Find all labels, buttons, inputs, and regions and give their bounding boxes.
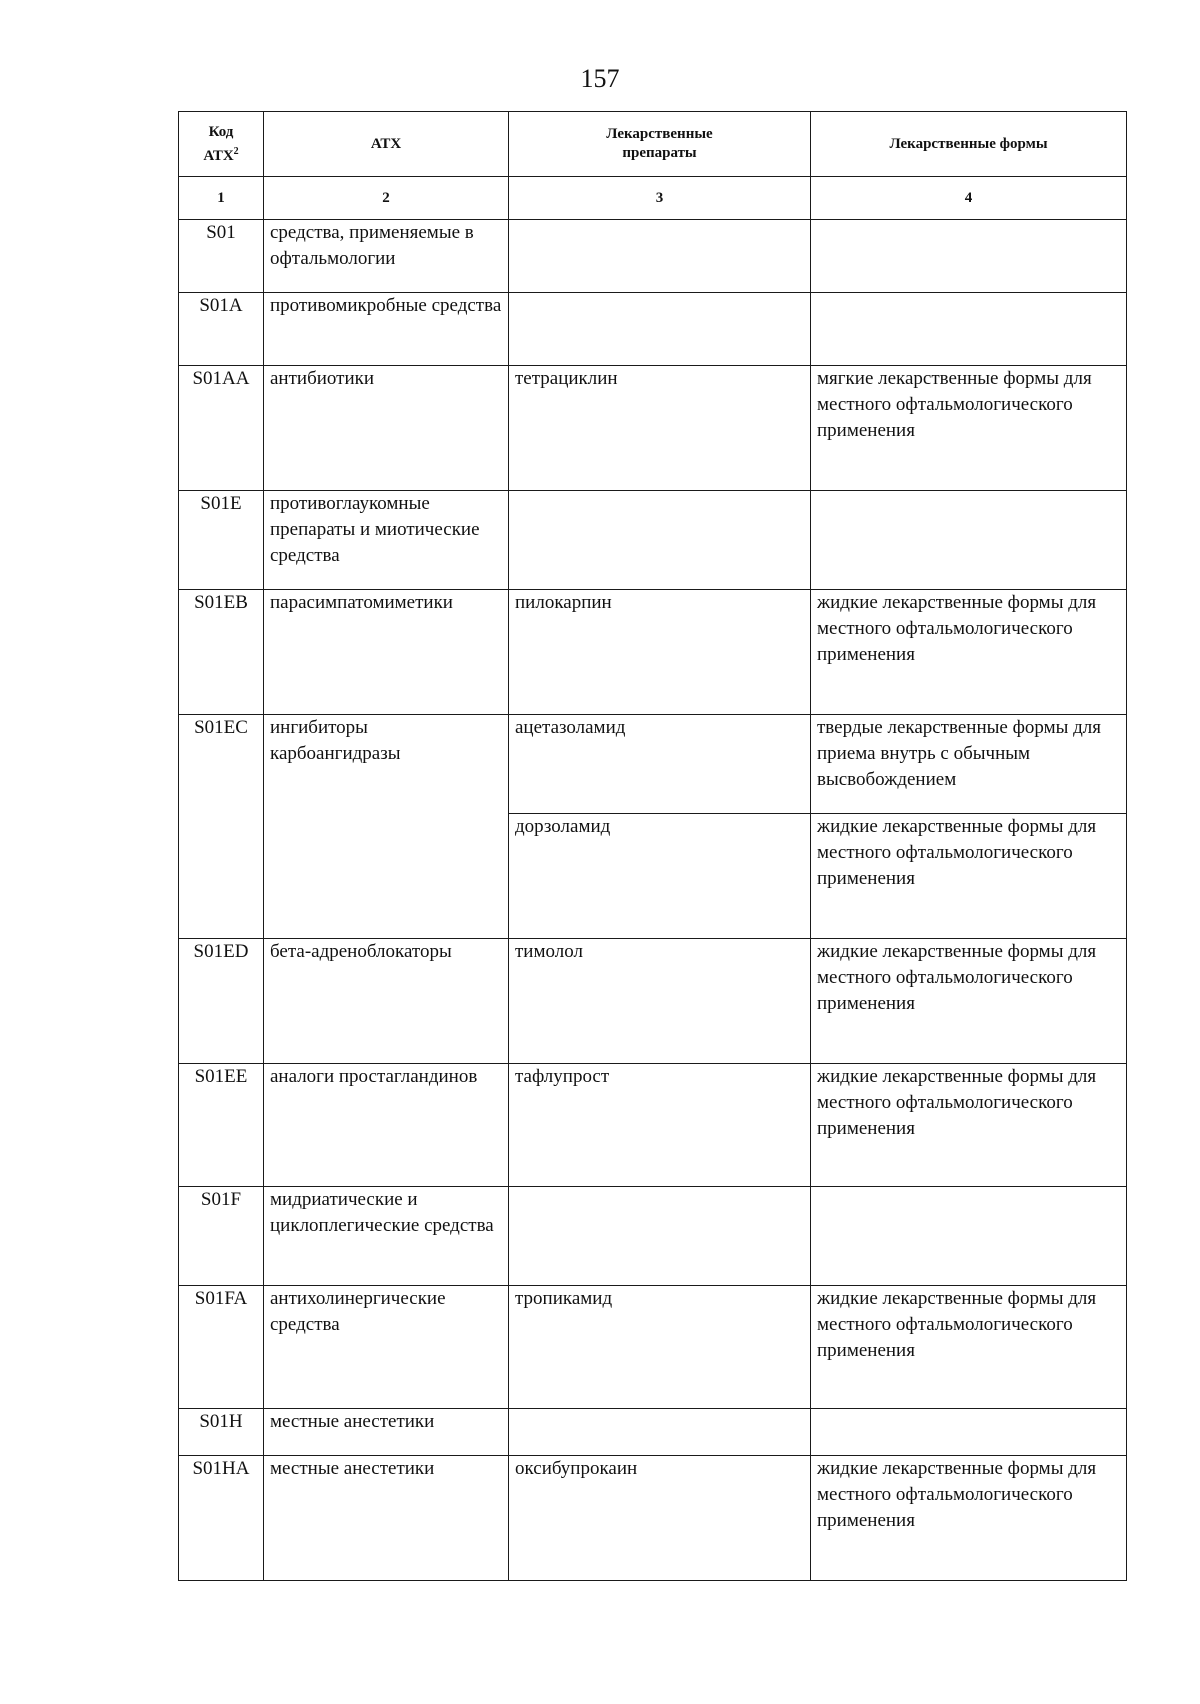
table-row	[179, 220, 1127, 293]
atx-name: мидриатические и циклоплегические средства	[264, 1187, 509, 1286]
drug-name: оксибупрокаин	[509, 1456, 811, 1581]
drug-name	[509, 1409, 811, 1456]
column-number-row	[179, 177, 1127, 220]
dosage-form	[811, 491, 1127, 590]
atx-name: средства, применяемые в офтальмологии	[264, 220, 509, 293]
table-row	[179, 715, 1127, 814]
atx-code: S01EE	[179, 1064, 264, 1187]
atx-name: противоглаукомные препараты и миотические средства	[264, 491, 509, 590]
atx-name: местные анестетики	[264, 1409, 509, 1456]
atx-code: S01EB	[179, 590, 264, 715]
header-code-footnote: 2	[233, 145, 239, 157]
drug-name	[509, 220, 811, 293]
dosage-form: жидкие лекарственные формы для местного офтальмологического применения	[811, 814, 1127, 939]
header-atx: АТХ	[264, 112, 509, 177]
header-drugs	[509, 112, 811, 177]
header-forms: Лекарственные формы	[811, 112, 1127, 177]
atx-code: S01E	[179, 491, 264, 590]
table-row	[179, 1187, 1127, 1286]
atx-code: S01A	[179, 293, 264, 366]
column-number: 1	[179, 177, 264, 220]
drug-name	[509, 1187, 811, 1286]
table-row	[179, 491, 1127, 590]
table-body	[179, 220, 1127, 1581]
column-number: 2	[264, 177, 509, 220]
drug-name	[509, 293, 811, 366]
table-header-row	[179, 112, 1127, 177]
dosage-form	[811, 1409, 1127, 1456]
header-code-line1: Код	[208, 123, 234, 140]
drug-name: дорзоламид	[509, 814, 811, 939]
table-row	[179, 1064, 1127, 1187]
drug-name: пилокарпин	[509, 590, 811, 715]
drug-name: тетрациклин	[509, 366, 811, 491]
atx-name: противомикробные средства	[264, 293, 509, 366]
table-row	[179, 1409, 1127, 1456]
dosage-form	[811, 220, 1127, 293]
table-row	[179, 1456, 1127, 1581]
dosage-form: мягкие лекарственные формы для местного офтальмологического применения	[811, 366, 1127, 491]
atx-code: S01H	[179, 1409, 264, 1456]
drug-name: тимолол	[509, 939, 811, 1064]
table-row	[179, 590, 1127, 715]
atx-name: парасимпатомиметики	[264, 590, 509, 715]
dosage-form: жидкие лекарственные формы для местного офтальмологического применения	[811, 1456, 1127, 1581]
atx-name: антихолинергические средства	[264, 1286, 509, 1409]
atx-code: S01AA	[179, 366, 264, 491]
dosage-form: жидкие лекарственные формы для местного офтальмологического применения	[811, 1064, 1127, 1187]
column-number: 3	[509, 177, 811, 220]
drug-name: тафлупрост	[509, 1064, 811, 1187]
dosage-form: твердые лекарственные формы для приема внутрь с обычным высвобождением	[811, 715, 1127, 814]
drug-name	[509, 491, 811, 590]
header-code-line2: АТХ	[203, 147, 234, 164]
dosage-form	[811, 293, 1127, 366]
atx-name: местные анестетики	[264, 1456, 509, 1581]
atx-code: S01HA	[179, 1456, 264, 1581]
drug-name: ацетазоламид	[509, 715, 811, 814]
table-row	[179, 366, 1127, 491]
atx-code: S01F	[179, 1187, 264, 1286]
atx-table	[178, 111, 1127, 1581]
drug-name: тропикамид	[509, 1286, 811, 1409]
atx-code: S01FA	[179, 1286, 264, 1409]
atx-code: S01EC	[179, 715, 264, 939]
atx-name: бета-адреноблокаторы	[264, 939, 509, 1064]
dosage-form: жидкие лекарственные формы для местного офтальмологического применения	[811, 939, 1127, 1064]
atx-name: ингибиторы карбоангидразы	[264, 715, 509, 939]
atx-code: S01ED	[179, 939, 264, 1064]
column-number: 4	[811, 177, 1127, 220]
table-row	[179, 1286, 1127, 1409]
table-row	[179, 939, 1127, 1064]
dosage-form: жидкие лекарственные формы для местного офтальмологического применения	[811, 590, 1127, 715]
table-row	[179, 293, 1127, 366]
page-number: 157	[580, 64, 620, 93]
atx-name: аналоги простагландинов	[264, 1064, 509, 1187]
atx-name: антибиотики	[264, 366, 509, 491]
header-drugs-label: Лекарственные препараты	[606, 126, 713, 161]
dosage-form	[811, 1187, 1127, 1286]
atx-code: S01	[179, 220, 264, 293]
header-code	[179, 112, 264, 177]
dosage-form: жидкие лекарственные формы для местного офтальмологического применения	[811, 1286, 1127, 1409]
